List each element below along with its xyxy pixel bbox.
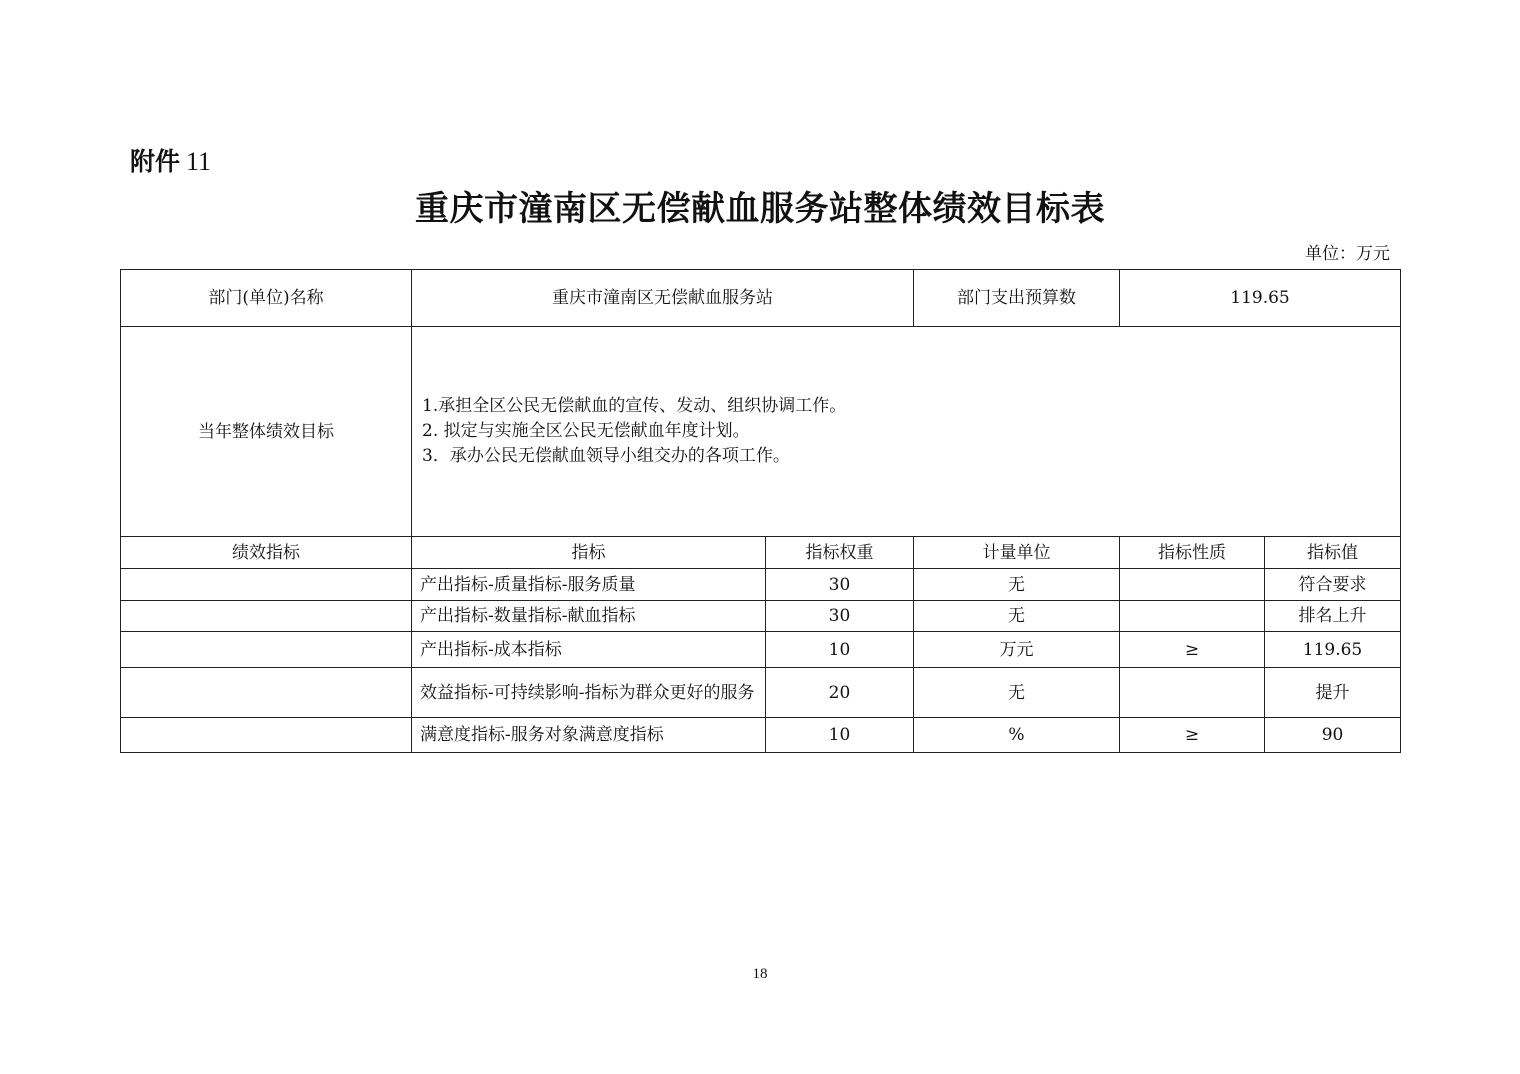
indicator-weight: 30 bbox=[766, 569, 914, 601]
empty-cell bbox=[121, 668, 412, 718]
indicator-unit: 无 bbox=[914, 668, 1120, 718]
indicator-unit: 万元 bbox=[914, 632, 1120, 668]
indicator-nature bbox=[1120, 668, 1265, 718]
annual-goal-label: 当年整体绩效目标 bbox=[121, 327, 412, 537]
budget-value: 119.65 bbox=[1120, 270, 1401, 327]
empty-cell bbox=[121, 569, 412, 601]
indicator-section-label: 绩效指标 bbox=[121, 537, 412, 569]
annual-goal-row bbox=[121, 327, 1401, 537]
table-row bbox=[121, 718, 1401, 753]
indicator-unit: 无 bbox=[914, 601, 1120, 632]
empty-cell bbox=[121, 718, 412, 753]
goal-item: 3．承办公民无偿献血领导小组交办的各项工作。 bbox=[422, 446, 790, 466]
table-row bbox=[121, 601, 1401, 632]
goal-item: 1.承担全区公民无偿献血的宣传、发动、组织协调工作。 bbox=[422, 396, 847, 416]
budget-label: 部门支出预算数 bbox=[914, 270, 1120, 327]
indicator-value: 符合要求 bbox=[1265, 569, 1401, 601]
indicator-nature bbox=[1120, 569, 1265, 601]
attachment-text: 附件 bbox=[130, 147, 181, 176]
col-header-unit: 计量单位 bbox=[914, 537, 1120, 569]
indicator-weight: 10 bbox=[766, 632, 914, 668]
indicator-name: 产出指标-数量指标-献血指标 bbox=[412, 601, 766, 632]
col-header-weight: 指标权重 bbox=[766, 537, 914, 569]
unit-label: 单位：万元 bbox=[1305, 244, 1390, 264]
col-header-value: 指标值 bbox=[1265, 537, 1401, 569]
page-title: 重庆市潼南区无偿献血服务站整体绩效目标表 bbox=[415, 189, 1105, 229]
goal-item: 2. 拟定与实施全区公民无偿献血年度计划。 bbox=[422, 421, 750, 441]
indicator-nature: ≥ bbox=[1120, 632, 1265, 668]
indicator-weight: 10 bbox=[766, 718, 914, 753]
indicator-nature: ≥ bbox=[1120, 718, 1265, 753]
indicator-nature bbox=[1120, 601, 1265, 632]
indicator-name: 效益指标-可持续影响-指标为群众更好的服务 bbox=[412, 668, 766, 718]
table-row bbox=[121, 668, 1401, 718]
indicator-value: 提升 bbox=[1265, 668, 1401, 718]
indicator-weight: 30 bbox=[766, 601, 914, 632]
dept-name-label: 部门(单位)名称 bbox=[121, 270, 412, 327]
col-header-name: 指标 bbox=[412, 537, 766, 569]
indicator-name: 产出指标-成本指标 bbox=[412, 632, 766, 668]
indicator-name: 产出指标-质量指标-服务质量 bbox=[412, 569, 766, 601]
dept-name-value: 重庆市潼南区无偿献血服务站 bbox=[412, 270, 914, 327]
empty-cell bbox=[121, 632, 412, 668]
indicator-weight: 20 bbox=[766, 668, 914, 718]
empty-cell bbox=[121, 601, 412, 632]
indicator-header-row bbox=[121, 537, 1401, 569]
performance-table bbox=[120, 269, 1401, 753]
table-row bbox=[121, 569, 1401, 601]
indicator-value: 90 bbox=[1265, 718, 1401, 753]
table-row bbox=[121, 632, 1401, 668]
indicator-name: 满意度指标-服务对象满意度指标 bbox=[412, 718, 766, 753]
attachment-number: 11 bbox=[186, 147, 212, 176]
attachment-label bbox=[130, 146, 211, 178]
indicator-value: 119.65 bbox=[1265, 632, 1401, 668]
annual-goal-content bbox=[412, 327, 1401, 537]
page-number: 18 bbox=[752, 966, 768, 982]
indicator-unit: % bbox=[914, 718, 1120, 753]
indicator-unit: 无 bbox=[914, 569, 1120, 601]
col-header-nature: 指标性质 bbox=[1120, 537, 1265, 569]
indicator-value: 排名上升 bbox=[1265, 601, 1401, 632]
header-row bbox=[121, 270, 1401, 327]
